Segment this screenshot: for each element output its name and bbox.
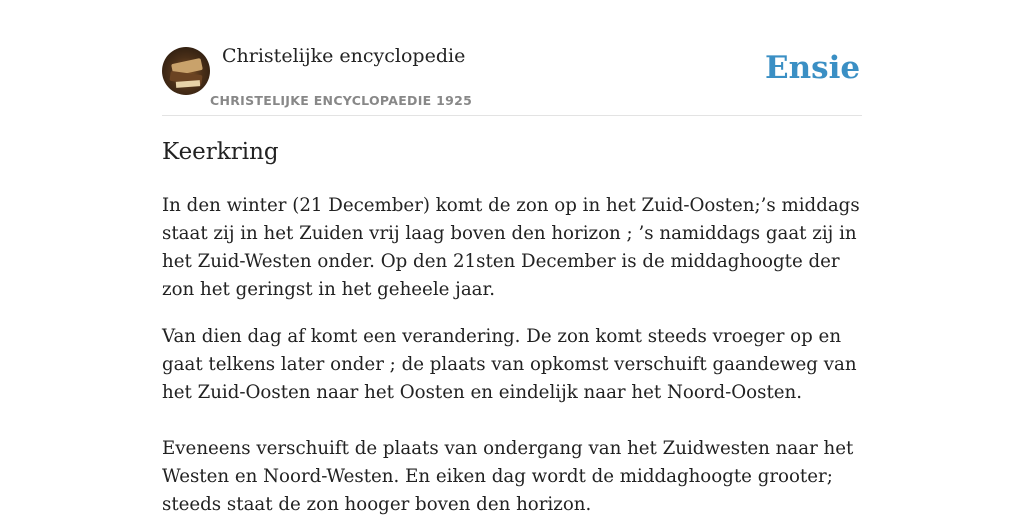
article-paragraph: Eveneens verschuift de plaats van ondergang van het Zuidwesten naar het Westen en Noord-Westen. En eiken dag wordt de middaghoogte grooter; steeds staat de zon hooger boven den horizon. [162,438,854,515]
article-paragraph: In den winter (21 December) komt de zon op in het Zuid-Oosten;’s middags staat zij in het Zuiden vrij laag boven den horizon ; ’s namiddags gaat zij in het Zuid-Westen onder. Op den 21sten December is de middaghoogte der zon het geringst in het geheele jaar. [162,195,860,300]
header-divider [162,115,862,116]
publication-name[interactable]: Christelijke encyclopedie [222,45,466,67]
article-body [162,192,862,519]
article-title: Keerkring [162,139,279,165]
article-paragraph: Van dien dag af komt een verandering. De zon komt steeds vroeger op en gaat telkens later onder ; de plaats van opkomst verschuift gaandeweg van het Zuid-Oosten naar het Oosten en eindelijk naar het Noord-Oosten. [162,326,857,403]
publication-avatar[interactable] [162,47,210,95]
publication-subtitle: CHRISTELIJKE ENCYCLOPAEDIE 1925 [210,93,473,108]
ensie-logo[interactable]: Ensie [765,50,861,86]
book-image-part [176,80,200,88]
